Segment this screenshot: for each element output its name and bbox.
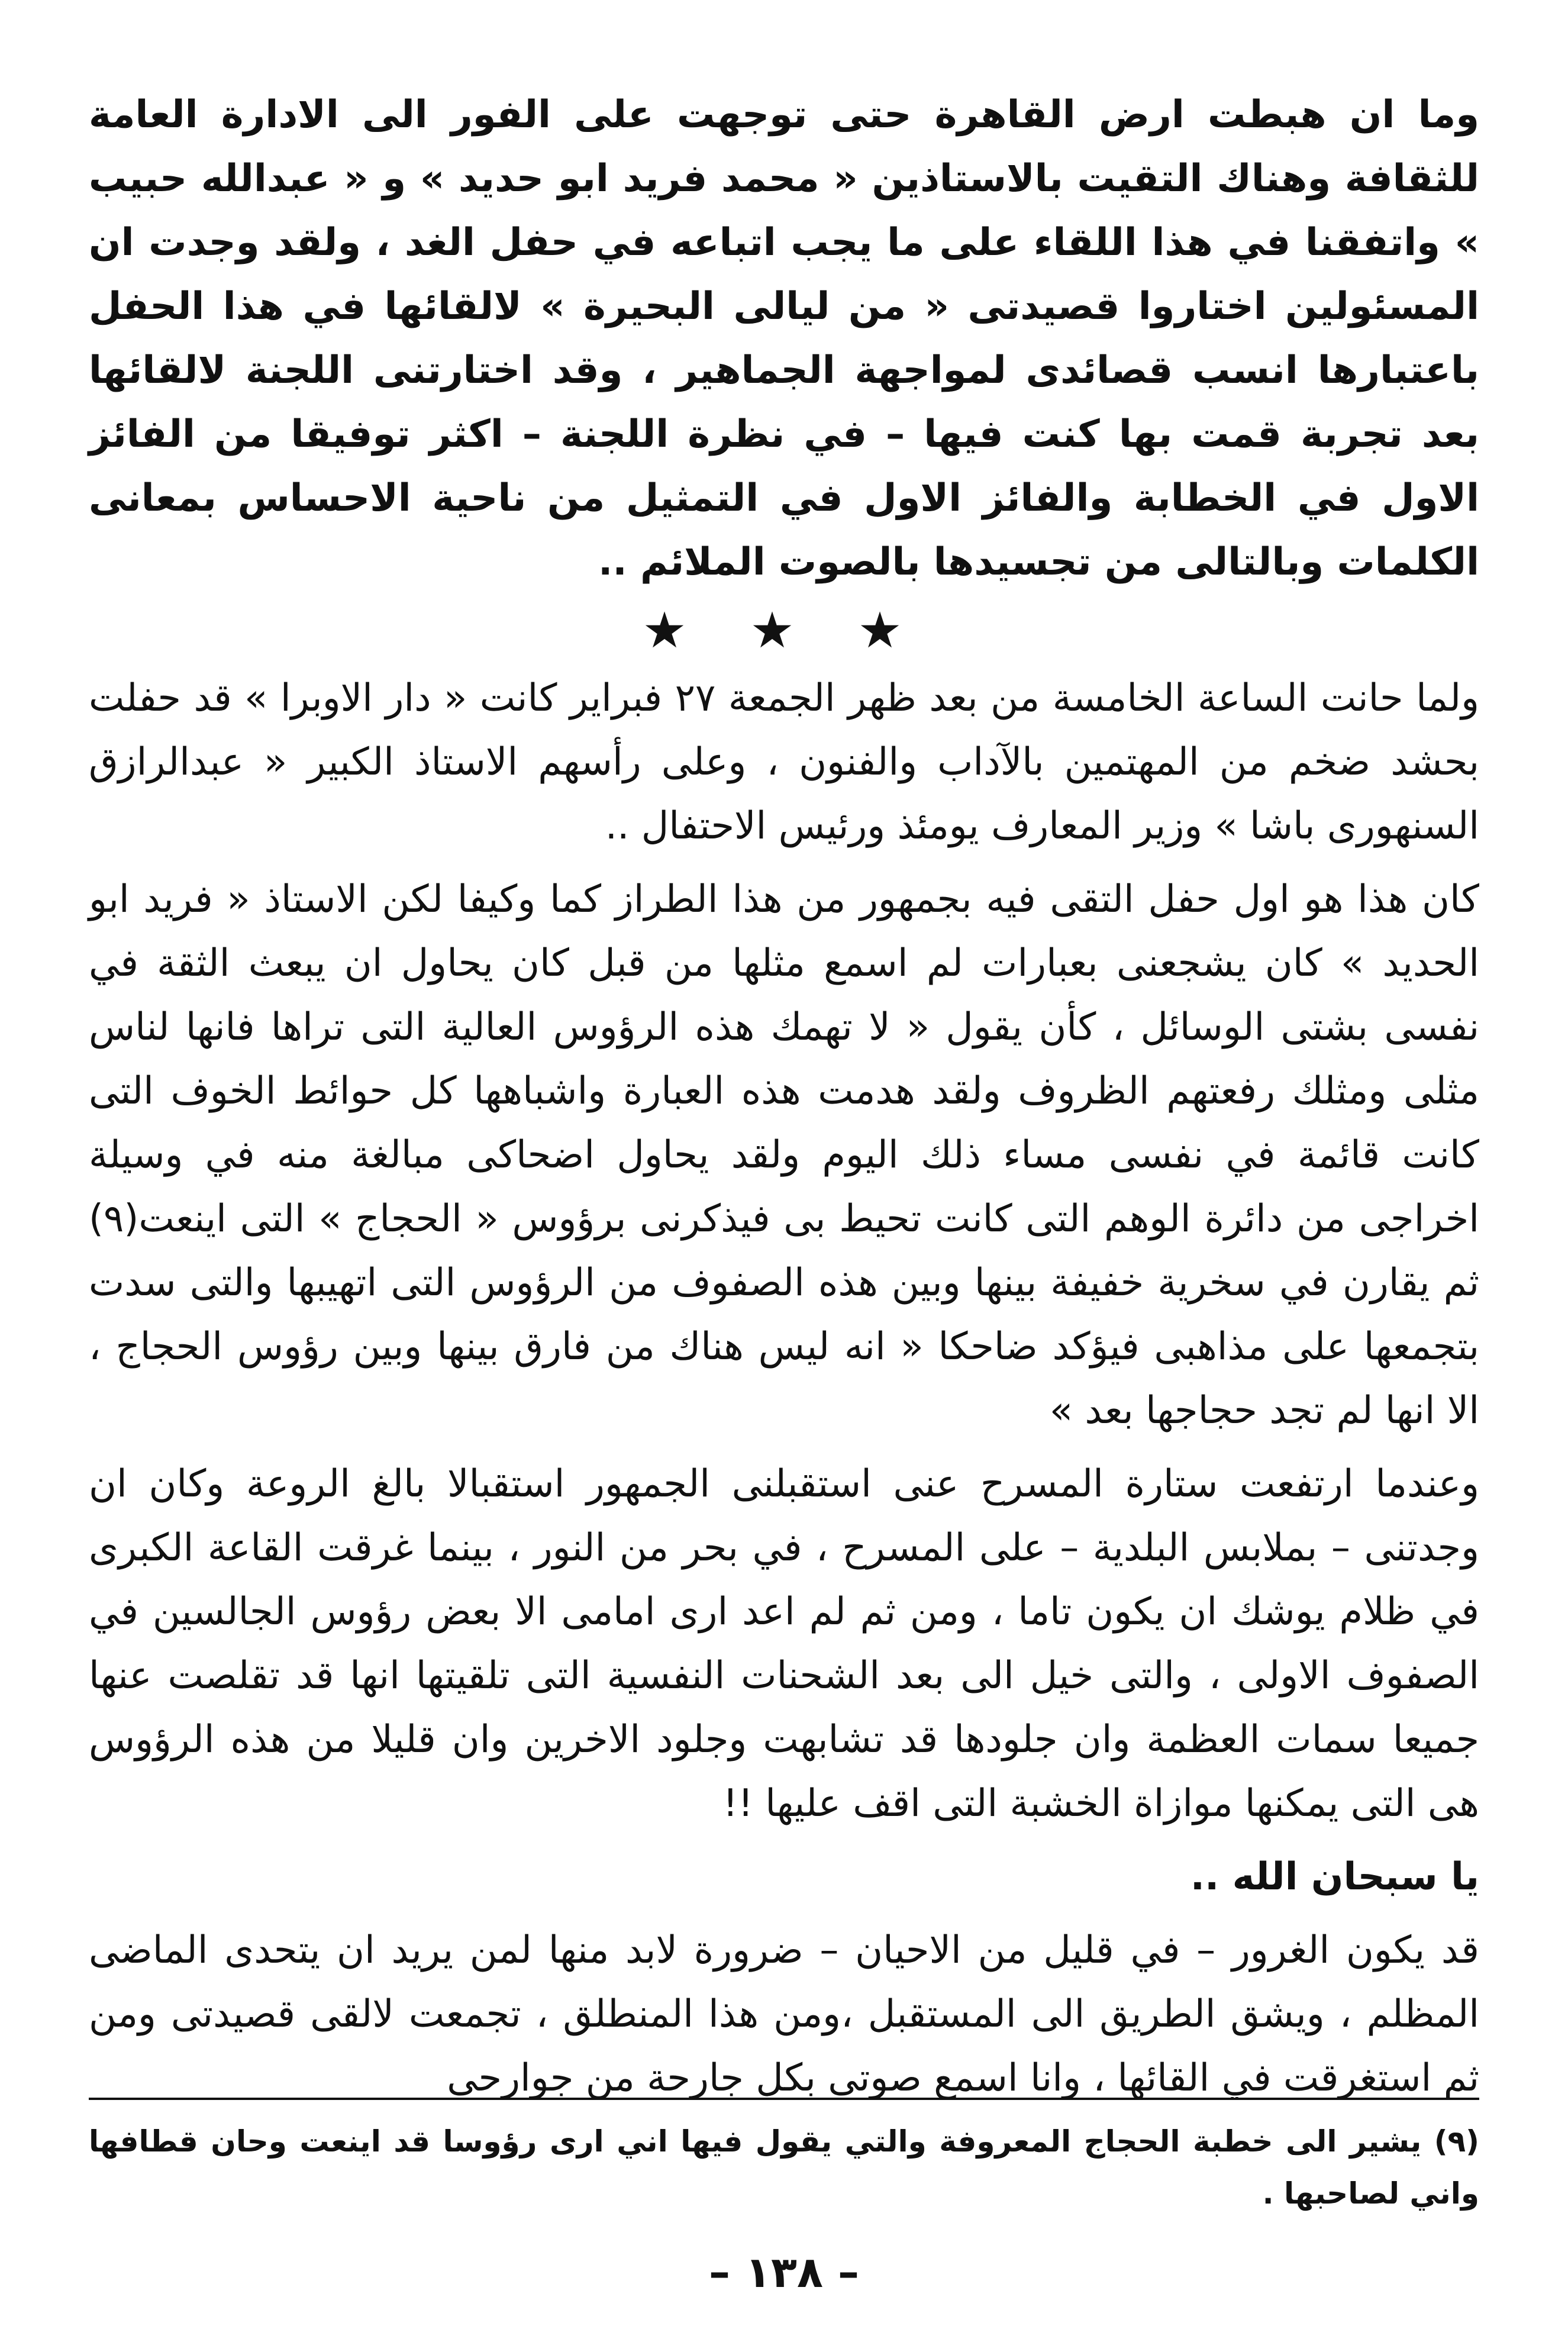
paragraph-opera-evening: ولما حانت الساعة الخامسة من بعد ظهر الجمعة ٢٧ فبراير كانت « دار الاوبرا » قد حفلت بحشد ضخم من المهتمين بالآداب والفنون ، وعلى رأسهم الاستاذ الكبير « عبدالرازق السنهورى باشا » وزير المعارف يومئذ ورئيس الاحتفال .. bbox=[89, 676, 1479, 848]
footnote-divider bbox=[89, 2098, 1479, 2100]
paragraph-curtain-rises: وعندما ارتفعت ستارة المسرح عنى استقبلنى الجمهور استقبالا بالغ الروعة وكان ان وجدتنى – بملابس البلدية – على المسرح ، في بحر من النور ، بينما غرقت القاعة الكبرى في ظلام يوشك ان يكون تاما ، ومن ثم لم اعد ارى امامى الا بعض رؤوس الجالسين في الصفوف الاولى ، والتى خيل الى بعد الشحنات النفسية التى تلقيتها انها قد تقلصت عنها جميعا سمات العظمة وان جلودها قد تشابهت وجلود الاخرين وان قليلا من هذه الرؤوس هى التى يمكنها موازاة الخشبة التى اقف عليها !! bbox=[89, 1462, 1479, 1825]
paragraph-exclamation: يا سبحان الله .. bbox=[1190, 1855, 1479, 1899]
footnote-9-text: (٩) يشير الى خطبة الحجاج المعروفة والتي يقول فيها اني ارى رؤوسا قد اينعت وحان قطافها واني لصاحبها . bbox=[89, 2124, 1479, 2211]
paragraph-vanity: قد يكون الغرور – في قليل من الاحيان – ضرورة لابد منها لمن يريد ان يتحدى الماضى المظلم ، ويشق الطريق الى المستقبل ،ومن هذا المنطلق ، تجمعت لالقى قصيدتى ومن ثم استغرقت في القائها ، وانا اسمع صوتى بكل جارحة من جوارحى bbox=[89, 1928, 1479, 2100]
body-text bbox=[89, 83, 1479, 2110]
page-number: – ١٣٨ – bbox=[709, 2247, 859, 2297]
footnote bbox=[89, 2115, 1479, 2220]
paragraph-first-audience: كان هذا هو اول حفل التقى فيه بجمهور من هذا الطراز كما وكيفا لكن الاستاذ « فريد ابو الحديد » كان يشجعنى بعبارات لم اسمع مثلها من قبل كان يحاول ان يبعث الثقة في نفسى بشتى الوسائل ، كأن يقول « لا تهمك هذه الرؤوس العالية التى تراها فانها لناس مثلى ومثلك رفعتهم الظروف ولقد هدمت هذه العبارة واشباهها كل حوائط الخوف التى كانت قائمة في نفسى مساء ذلك اليوم ولقد يحاول اضحاكى مبالغة منه في وسيلة اخراجى من دائرة الوهم التى كانت تحيط بى فيذكرنى برؤوس « الحجاج » التى اينعت(٩) ثم يقارن في سخرية خفيفة بينها وبين هذه الصفوف من الرؤوس التى اتهيبها والتى سدت بتجمعها على مذاهبى فيؤكد ضاحكا « انه ليس هناك من فارق بينها وبين رؤوس الحجاج ، الا انها لم تجد حجاجها بعد » bbox=[89, 878, 1479, 1433]
section-separator-stars: ★ ★ ★ bbox=[642, 601, 926, 659]
paragraph-arrival-cairo: وما ان هبطت ارض القاهرة حتى توجهت على الفور الى الادارة العامة للثقافة وهناك التقيت بالاستاذين « محمد فريد ابو حديد » و « عبدالله حبيب » واتفقنا في هذا اللقاء على ما يجب اتباعه في حفل الغد ، ولقد وجدت ان المسئولين اختاروا قصيدتى « من ليالى البحيرة » لالقائها في هذا الحفل باعتبارها انسب قصائدى لمواجهة الجماهير ، وقد اختارتنى اللجنة لالقائها بعد تجربة قمت بها كنت فيها – في نظرة اللجنة – اكثر توفيقا من الفائز الاول في الخطابة والفائز الاول في التمثيل من ناحية الاحساس بمعانى الكلمات وبالتالى من تجسيدها بالصوت الملائم .. bbox=[89, 93, 1479, 584]
